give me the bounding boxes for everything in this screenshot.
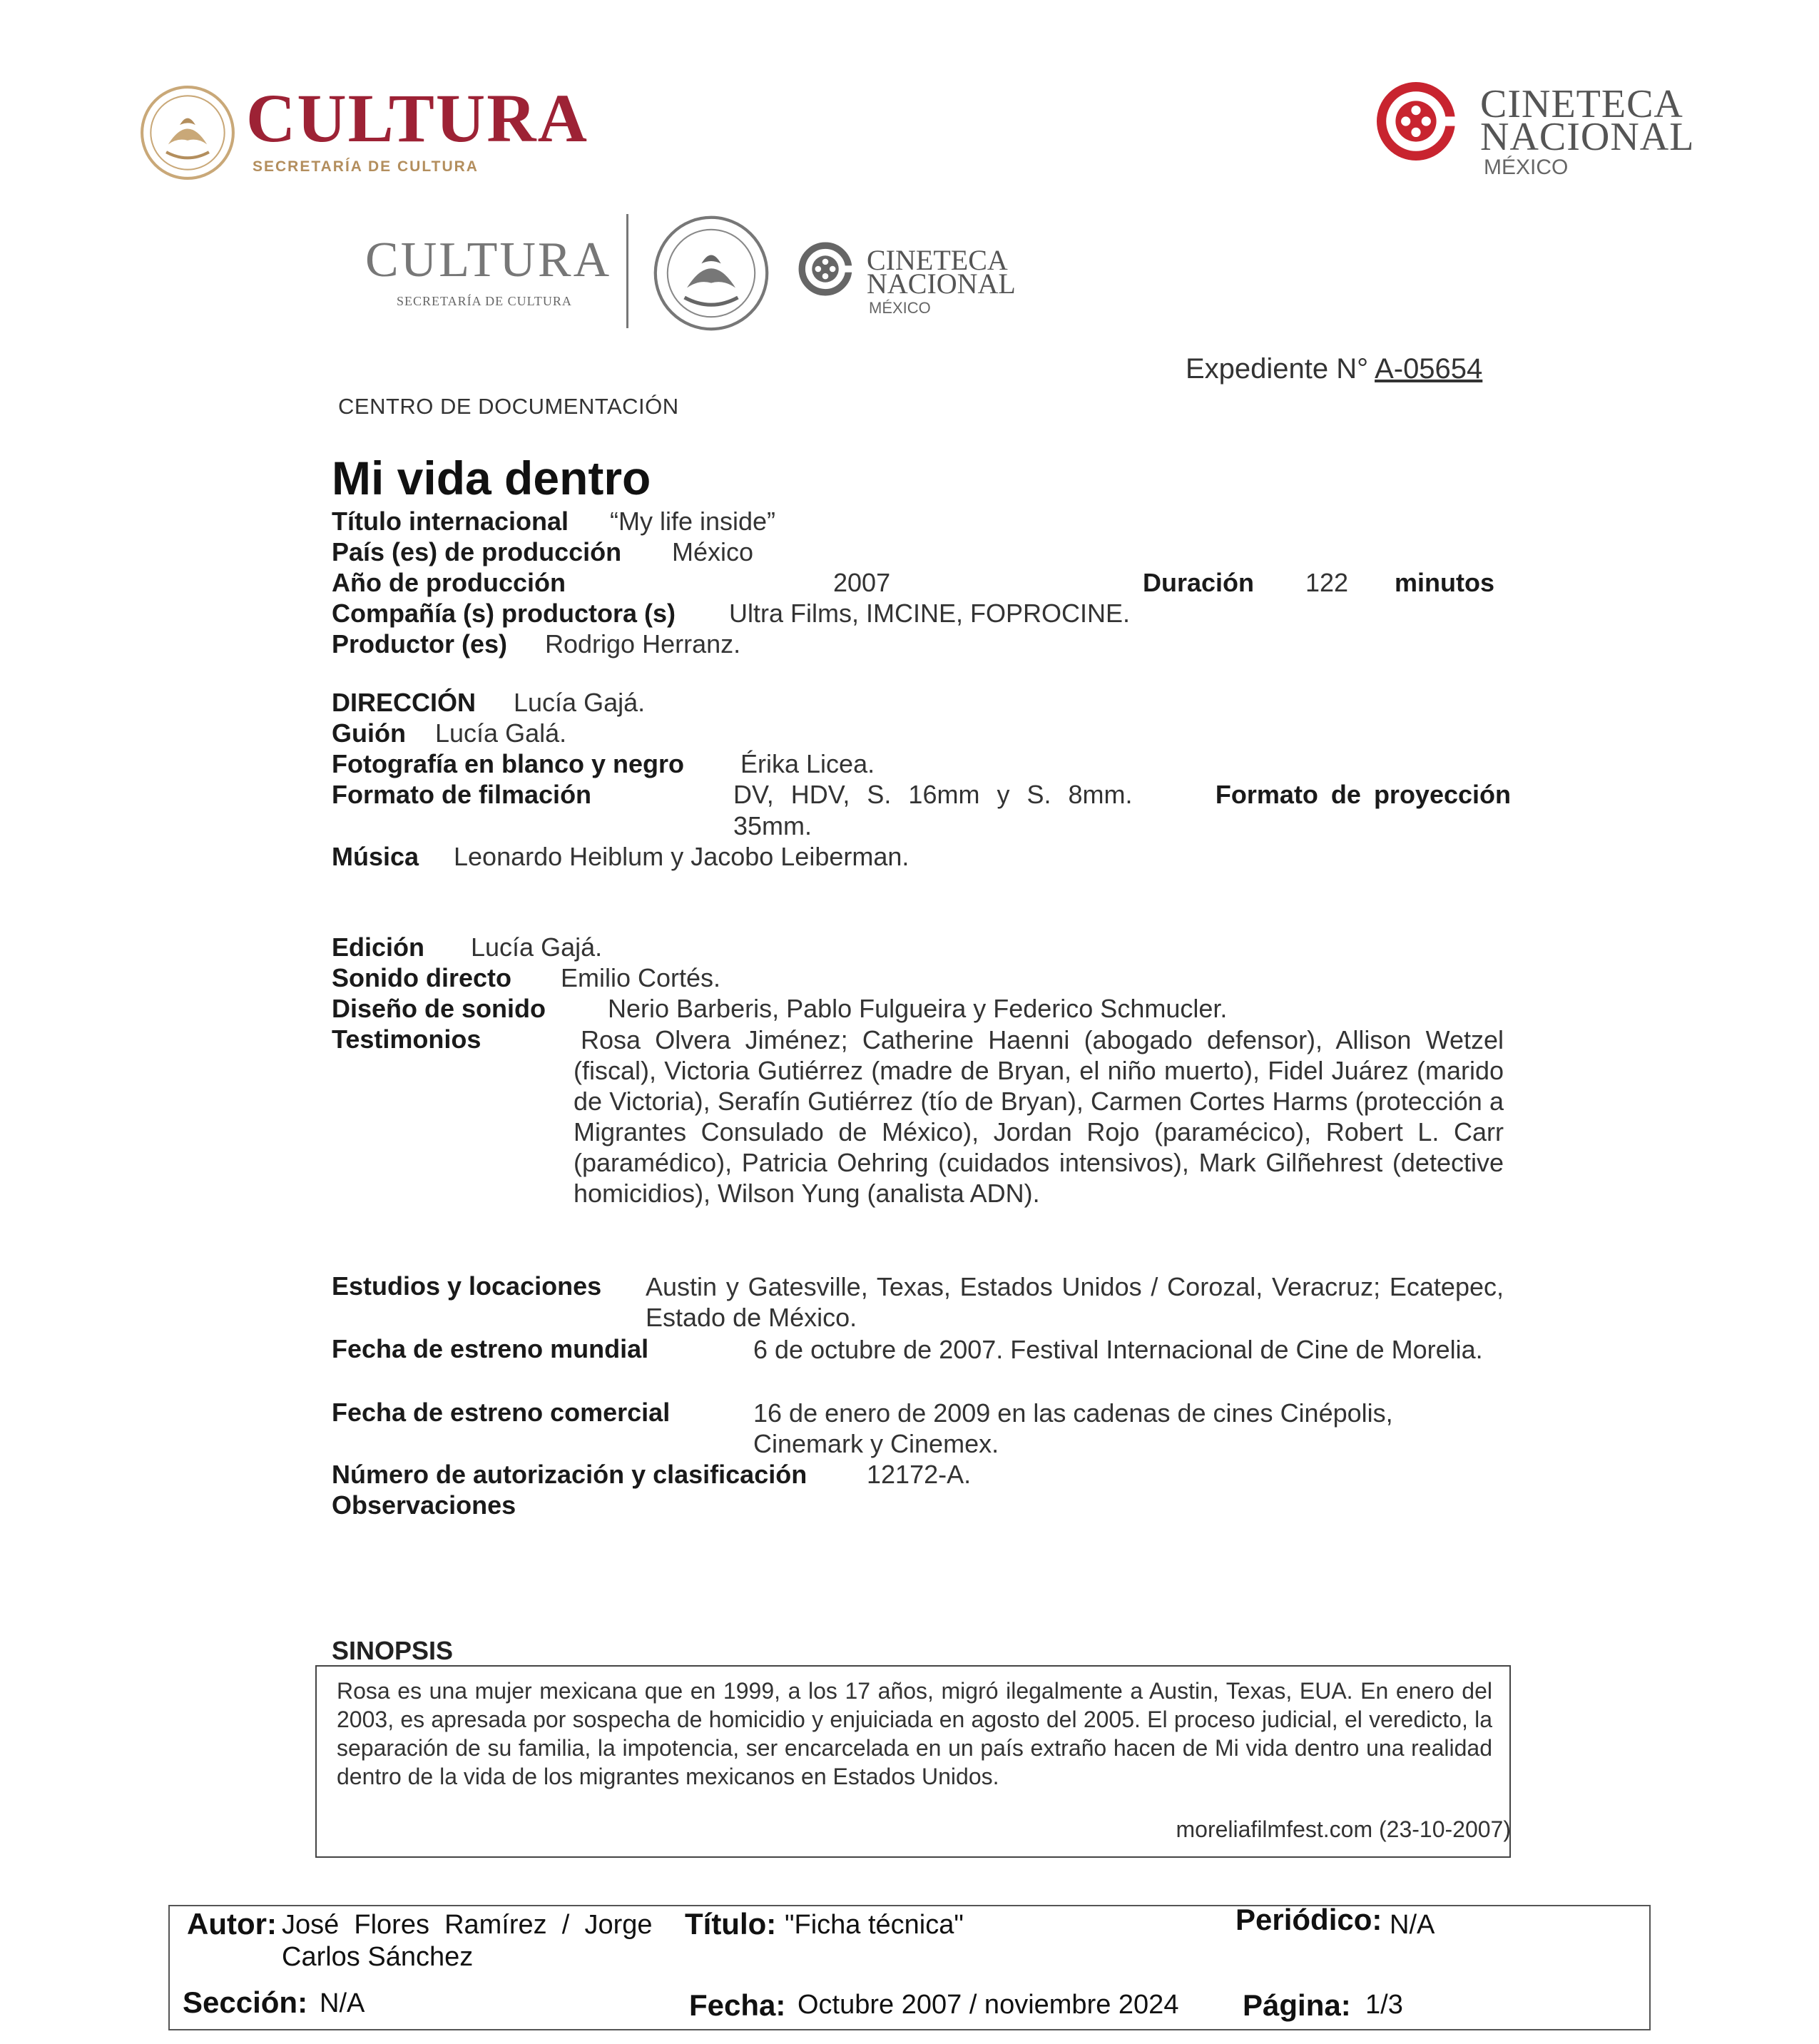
productor-value: Rodrigo Herranz. (545, 629, 741, 659)
secretaria-subtitle: SECRETARÍA DE CULTURA (253, 158, 479, 175)
estudios-value: Austin y Gatesville, Texas, Estados Unidos / Corozal, Veracruz; Ecatepec, Estado de México. (646, 1272, 1504, 1332)
footer-titulo-value: "Ficha técnica" (785, 1910, 964, 1940)
pais-value: México (672, 537, 754, 566)
compania-value: Ultra Films, IMCINE, FOPROCINE. (729, 599, 1131, 628)
guion-value: Lucía Galá. (435, 718, 567, 748)
duracion-label: Duración (1143, 568, 1255, 597)
footer-titulo-label: Título: (685, 1907, 777, 1941)
footer-periodico-value: N/A (1390, 1910, 1435, 1940)
footer-seccion-label: Sección: (183, 1985, 308, 2019)
compania-label: Compañía (s) productora (s) (332, 599, 676, 628)
autorizacion-label: Número de autorización y clasificación (332, 1460, 807, 1489)
sinopsis-heading: SINOPSIS (332, 1636, 454, 1665)
estreno-mundial-value: 6 de octubre de 2007. Festival Internacional de Cine de Morelia. (753, 1335, 1483, 1364)
cineteca-reel-icon (1377, 82, 1455, 161)
anio-value: 2007 (833, 568, 891, 597)
formato-filmacion-value: DV, HDV, S. 16mm y S. 8mm. (733, 780, 1133, 809)
formato-filmacion-label: Formato de filmación (332, 780, 592, 809)
sonido-directo-value: Emilio Cortés. (561, 963, 721, 992)
expediente-number (1186, 353, 1482, 385)
pais-label: País (es) de producción (332, 537, 622, 566)
footer-autor-line2: Carlos Sánchez (282, 1942, 474, 1972)
header-divider (626, 214, 628, 328)
sonido-directo-label: Sonido directo (332, 963, 511, 992)
musica-value: Leonardo Heiblum y Jacobo Leiberman. (454, 842, 910, 871)
estreno-comercial-label: Fecha de estreno comercial (332, 1398, 671, 1427)
titulo-internacional-label: Título internacional (332, 507, 569, 536)
doc-cineteca-title-line2: NACIONAL (867, 268, 1016, 300)
doc-cineteca-reel-icon (798, 241, 853, 297)
formato-proyeccion-label: Formato de proyección (1215, 780, 1511, 809)
doc-cineteca-title-line1: CINETECA (867, 244, 1008, 276)
footer-pagina-label: Página: (1243, 1988, 1351, 2022)
edicion-label: Edición (332, 932, 425, 962)
estreno-mundial-label: Fecha de estreno mundial (332, 1334, 649, 1363)
footer-fecha-label: Fecha: (689, 1988, 786, 2022)
cineteca-country: MÉXICO (1484, 156, 1569, 179)
productor-label: Productor (es) (332, 629, 508, 659)
doc-cultura-logo-text: CULTURA (365, 233, 612, 288)
diseno-sonido-value: Nerio Barberis, Pablo Fulgueira y Federico Schmucler. (608, 994, 1228, 1023)
footer-autor-label: Autor: (187, 1907, 277, 1941)
sinopsis-text: Rosa es una mujer mexicana que en 1999, a los 17 años, migró ilegalmente a Austin, Texas, EUA. En enero del 2003, es apresada por sospecha de homicidio y enjuiciada en agosto del 2005. El proceso judicial, el veredicto, la separación de su familia, la impotencia, ser encarcelada en un país extraño hacen de Mi vida dentro una realidad dentro de la vida de los migrantes mexicanos en Estados Unidos. (337, 1678, 1492, 1789)
footer-seccion-value: N/A (320, 1988, 365, 2018)
fotografia-label: Fotografía en blanco y negro (332, 749, 685, 778)
formato-filmacion-block (733, 780, 1511, 841)
mexican-seal-icon (139, 84, 236, 181)
footer-fecha-value: Octubre 2007 / noviembre 2024 (798, 1990, 1179, 2020)
diseno-sonido-label: Diseño de sonido (332, 994, 546, 1023)
footer-pagina-value: 1/3 (1365, 1990, 1403, 2020)
cineteca-title-line1: CINETECA (1480, 82, 1683, 126)
testimonios-value: Rosa Olvera Jiménez; Catherine Haenni (abogado defensor), Allison Wetzel (fiscal), Victoria Gutiérrez (madre de Bryan, el niño muerto), Fidel Juárez (marido de Victoria), Serafín Gutiérrez (tío de Bryan), Carmen Cortes Harms (protección a Migrantes Consulado de México), Jordan Rojo (paramécico), Robert L. Carr (paramédico), Patricia Oehring (cuidados intensivos), Mark Gilñehrest (detective homicidios), Wilson Yung (analista ADN). (574, 1025, 1504, 1208)
formato-proyeccion-value: 35mm. (733, 811, 812, 840)
titulo-internacional-value: “My life inside” (610, 507, 776, 536)
observaciones-label: Observaciones (332, 1490, 516, 1520)
estreno-comercial-value: 16 de enero de 2009 en las cadenas de cines Cinépolis, Cinemark y Cinemex. (753, 1398, 1393, 1458)
anio-label: Año de producción (332, 568, 566, 597)
estudios-label: Estudios y locaciones (332, 1271, 602, 1301)
sinopsis-source: moreliafilmfest.com (23-10-2007) (1176, 1816, 1511, 1842)
duracion-value: 122 (1305, 568, 1349, 597)
doc-cineteca-country: MÉXICO (869, 299, 931, 317)
direccion-value: Lucía Gajá. (514, 688, 646, 717)
expediente-label: Expediente N° (1186, 353, 1369, 385)
edicion-value: Lucía Gajá. (471, 932, 603, 962)
centro-documentacion: CENTRO DE DOCUMENTACIÓN (338, 394, 679, 419)
autorizacion-value: 12172-A. (867, 1460, 972, 1489)
direccion-label: DIRECCIÓN (332, 688, 477, 717)
footer-periodico-label: Periódico: (1235, 1903, 1382, 1936)
musica-label: Música (332, 842, 419, 871)
duracion-unit: minutos (1395, 568, 1494, 597)
doc-mexican-seal-icon (651, 213, 772, 334)
fotografia-value: Érika Licea. (740, 749, 875, 778)
doc-secretaria-subtitle: SECRETARÍA DE CULTURA (397, 294, 572, 308)
expediente-value: A-05654 (1375, 353, 1483, 385)
film-title: Mi vida dentro (332, 452, 651, 504)
footer-autor-line1: José Flores Ramírez / Jorge (282, 1910, 653, 1940)
testimonios-label: Testimonios (332, 1024, 482, 1054)
cultura-logo-text: CULTURA (246, 80, 588, 156)
guion-label: Guión (332, 718, 406, 748)
cineteca-title-line2: NACIONAL (1480, 115, 1695, 159)
